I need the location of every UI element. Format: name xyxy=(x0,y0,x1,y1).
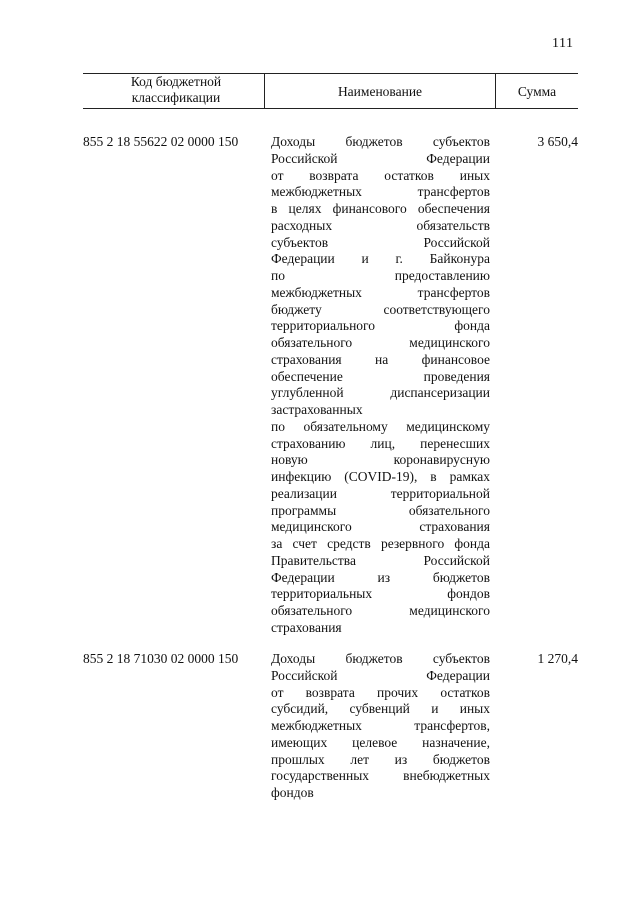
name-line: новую коронавирусную xyxy=(271,452,490,468)
name-line: межбюджетных трансфертов xyxy=(271,284,490,300)
row-name xyxy=(271,651,490,802)
name-line: субъектов Российской xyxy=(271,234,490,250)
name-line: фондов xyxy=(271,785,314,800)
name-line: Российской Федерации xyxy=(271,667,490,683)
name-line: имеющих целевое назначение, xyxy=(271,734,490,750)
header-bottom-rule xyxy=(83,108,578,109)
name-line: прошлых лет из бюджетов xyxy=(271,751,490,767)
name-line: межбюджетных трансфертов xyxy=(271,184,490,200)
name-line: обязательного медицинского xyxy=(271,335,490,350)
name-line: Доходы бюджетов субъектов xyxy=(271,651,490,666)
header-code-label xyxy=(96,74,256,106)
name-line: по обязательному медицинскому xyxy=(271,418,490,434)
name-line: Российской Федерации xyxy=(271,150,490,166)
name-line: Федерации и г. Байконура xyxy=(271,251,490,267)
name-line: бюджету соответствующего xyxy=(271,301,490,317)
header-code-label-line-1: Код бюджетной xyxy=(130,74,222,89)
name-line: Правительства Российской xyxy=(271,552,490,568)
name-line: реализации территориальной xyxy=(271,485,490,501)
header-code-label-line-2: классификации xyxy=(131,90,221,105)
name-line: страхования xyxy=(271,619,342,635)
name-line: обеспечение проведения xyxy=(271,368,490,384)
header-divider-2 xyxy=(495,73,496,109)
row-amount: 3 650,4 xyxy=(537,134,578,149)
row-code: 855 2 18 55622 02 0000 150 xyxy=(83,134,239,149)
row-name xyxy=(271,134,490,637)
name-line: Доходы бюджетов субъектов xyxy=(271,134,490,149)
name-line: инфекцию (COVID-19), в рамках xyxy=(271,469,490,484)
name-line: субсидий, субвенций и иных xyxy=(271,701,490,717)
name-line: от возврата остатков иных xyxy=(271,167,490,183)
name-line: по предоставлению xyxy=(271,268,490,283)
name-line: от возврата прочих остатков xyxy=(271,684,490,700)
name-line: расходных обязательств xyxy=(271,217,490,233)
name-line: территориального фонда xyxy=(271,318,490,334)
name-line: страхования на финансовое xyxy=(271,351,490,367)
name-line: обязательного медицинского xyxy=(271,603,490,618)
name-line: государственных внебюджетных xyxy=(271,768,490,784)
name-line: в целях финансового обеспечения xyxy=(271,201,490,216)
row-code: 855 2 18 71030 02 0000 150 xyxy=(83,651,239,666)
row-amount: 1 270,4 xyxy=(537,651,578,666)
header-name-label: Наименование xyxy=(337,84,423,99)
name-line: страхованию лиц, перенесших xyxy=(271,435,490,451)
name-line: межбюджетных трансфертов, xyxy=(271,718,490,733)
name-line: застрахованных xyxy=(271,402,363,417)
name-line: за счет средств резервного фонда xyxy=(271,536,490,551)
header-amount-label: Сумма xyxy=(517,84,557,99)
page-number: 111 xyxy=(552,36,574,51)
name-line: Федерации из бюджетов xyxy=(271,569,490,585)
name-line: программы обязательного xyxy=(271,502,490,518)
name-line: территориальных фондов xyxy=(271,586,490,602)
name-line: медицинского страхования xyxy=(271,519,490,535)
header-divider-1 xyxy=(264,73,265,109)
name-line: углубленной диспансеризации xyxy=(271,385,490,401)
